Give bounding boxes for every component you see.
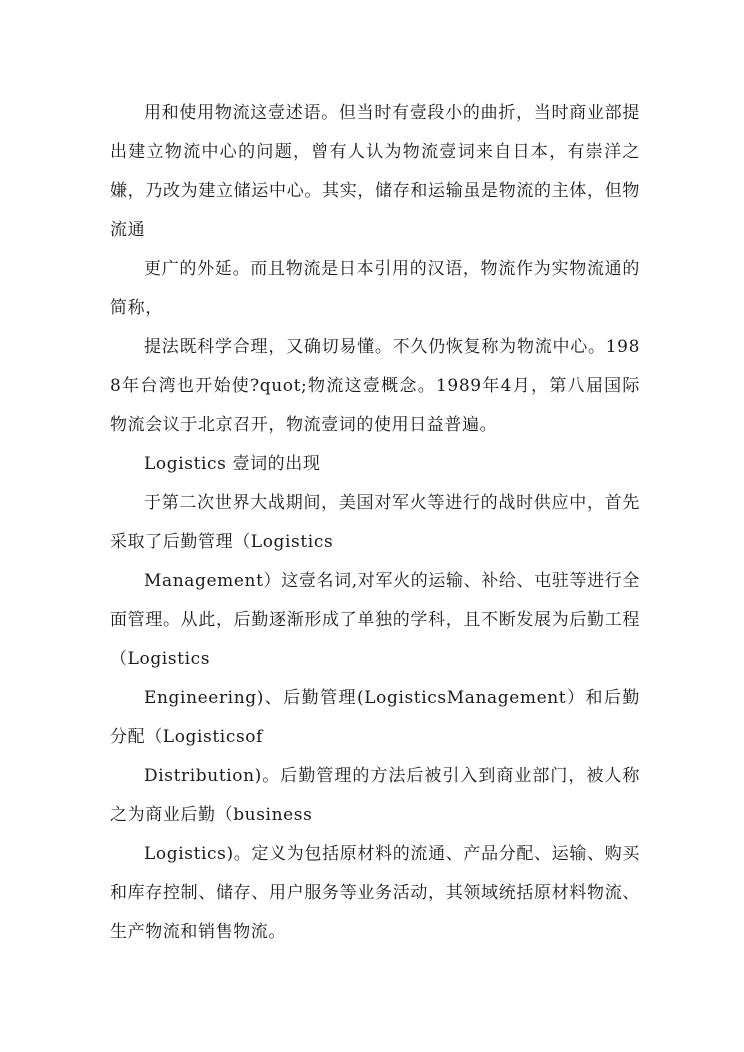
- paragraph: 提法既科学合理，又确切易懂。不久仍恢复称为物流中心。1988年台湾也开始使?quot;物流这壹概念。1989年4月，第八届国际物流会议于北京召开，物流壹词的使用日益普遍。: [110, 337, 640, 435]
- paragraph: Management）这壹名词,对军火的运输、补给、屯驻等进行全面管理。从此，后勤逐渐形成了单独的学科，且不断发展为后勤工程（Logistics: [110, 571, 640, 669]
- paragraph: 用和使用物流这壹述语。但当时有壹段小的曲折，当时商业部提出建立物流中心的问题，曾有人认为物流壹词来自日本，有崇洋之嫌，乃改为建立储运中心。其实，储存和运输虽是物流的主体，但物流通: [110, 103, 640, 240]
- section-heading: Logistics 壹词的出现: [144, 454, 321, 474]
- paragraph: 于第二次世界大战期间，美国对军火等进行的战时供应中，首先采取了后勤管理（Logistics: [110, 493, 640, 552]
- paragraph: 更广的外延。而且物流是日本引用的汉语，物流作为实物流通的简称，: [110, 259, 640, 318]
- paragraph: Logistics)。定义为包括原材料的流通、产品分配、运输、购买和库存控制、储存、用户服务等业务活动，其领域统括原材料物流、生产物流和销售物流。: [110, 844, 640, 942]
- paragraph: Engineering)、后勤管理(LogisticsManagement）和后勤分配（Logisticsof: [110, 688, 640, 747]
- paragraph: Distribution)。后勤管理的方法后被引入到商业部门，被人称之为商业后勤（business: [110, 766, 640, 825]
- body-text: [110, 94, 640, 952]
